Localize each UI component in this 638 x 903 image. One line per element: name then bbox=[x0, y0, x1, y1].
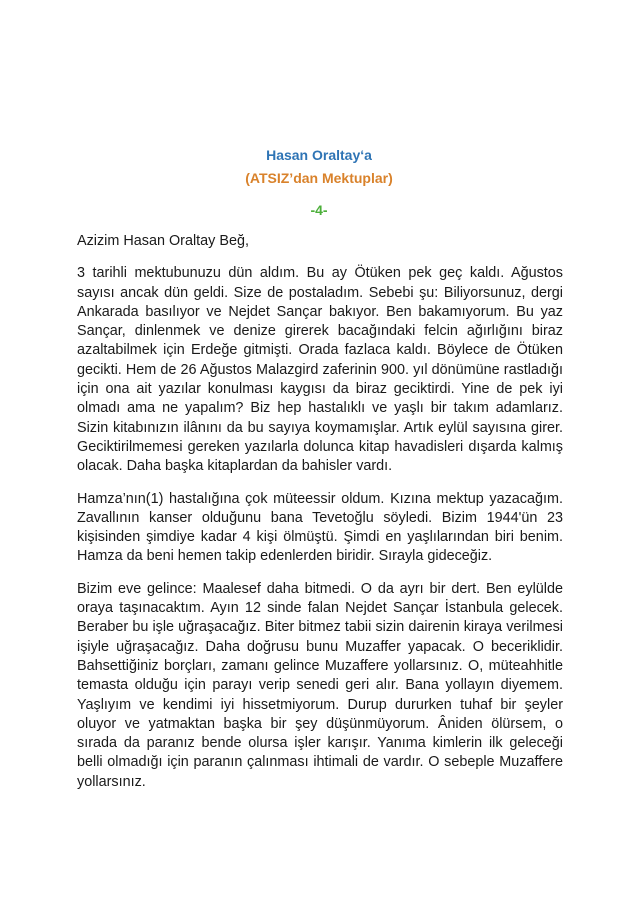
letter-number: -4- bbox=[310, 202, 328, 218]
letter-body bbox=[77, 232, 563, 805]
paragraph-3: Bizim eve gelince: Maalesef daha bitmedi. O da ayrı bir dert. Ben eylülde oraya taşınacaktım. Ayın 12 sinde falan Nejdet Sançar İstanbula gelecek. Beraber bu işle uğraşacağız. Biter bitmez tabii sizin dairenin kiraya verilmesi işiyle uğraşacağız. Daha doğrusu bunu Muzaffer yapacak. O beceriklidir. Bahsettiğiniz borçları, zamanı gelince Muzaffere yollarsınız. O, müteahhitle temasta olduğu için parayı verip senedi geri alır. Bana yollayın diyemem. Yaşlıyım ve kendimi iyi hissetmiyorum. Durup dururken tuhaf bir şeyler oluyor ve yatmaktan başka bir şey düşünmüyorum. Âniden ölürsem, o sırada da paranız bende olursa işler karışır. Yanıma kimlerin ilk geleceği belli olmadığı için paranın çalınması ihtimali de vardır. O sebeple Muzaffere yollarsınız. bbox=[77, 580, 563, 790]
paragraph-1: 3 tarihli mektubunuzu dün aldım. Bu ay Ötüken pek geç kaldı. Ağustos sayısı ancak dün geldi. Size de postaladım. Sebebi şu: Biliyorsunuz, dergi Ankarada basılıyor ve Nejdet Sançar bakıyor. Ben bakamıyorum. Bu yaz Sançar, dinlenmek ve denize girerek bacağındaki felcin ağırlığını biraz azaltabilmek için Erdeğe gitmişti. Orada fazlaca kaldı. Böylece de Ötüken gecikti. Hem de 26 Ağustos Malazgird zaferinin 900. yıl dönümüne rastladığı için ona ait yazılar konulması kaygısı da biraz geciktirdi. Yine de pek iyi olmadı ama ne yapalım? Biz hep hastalıklı ve yaşlı bir takım adamlarız. Sizin kitabınızın ilânını da bu sayıya koymamışlar. Artık eylül sayısına girer. Geciktirilmemesi gereken yazılarla dolunca kitap havadisleri dışarda kalmış olacak. Daha başka kitaplardan da bahisler vardı. bbox=[77, 265, 563, 475]
letter-subtitle: (ATSIZ’dan Mektuplar) bbox=[245, 170, 393, 186]
salutation: Azizim Hasan Oraltay Beğ, bbox=[77, 233, 249, 249]
letter-title: Hasan Oraltay‘a bbox=[266, 147, 372, 163]
paragraph-2: Hamza’nın(1) hastalığına çok müteessir oldum. Kızına mektup yazacağım. Zavallının kanser olduğunu bana Tevetoğlu söyledi. Bizim 1944'ün 23 kişisinden şimdiye kadar 4 kişi ölmüştü. Şimdi en yaşlılarından biri benim. Hamza da beni hemen takip edenlerden biridir. Sırayla gideceğiz. bbox=[77, 490, 563, 565]
